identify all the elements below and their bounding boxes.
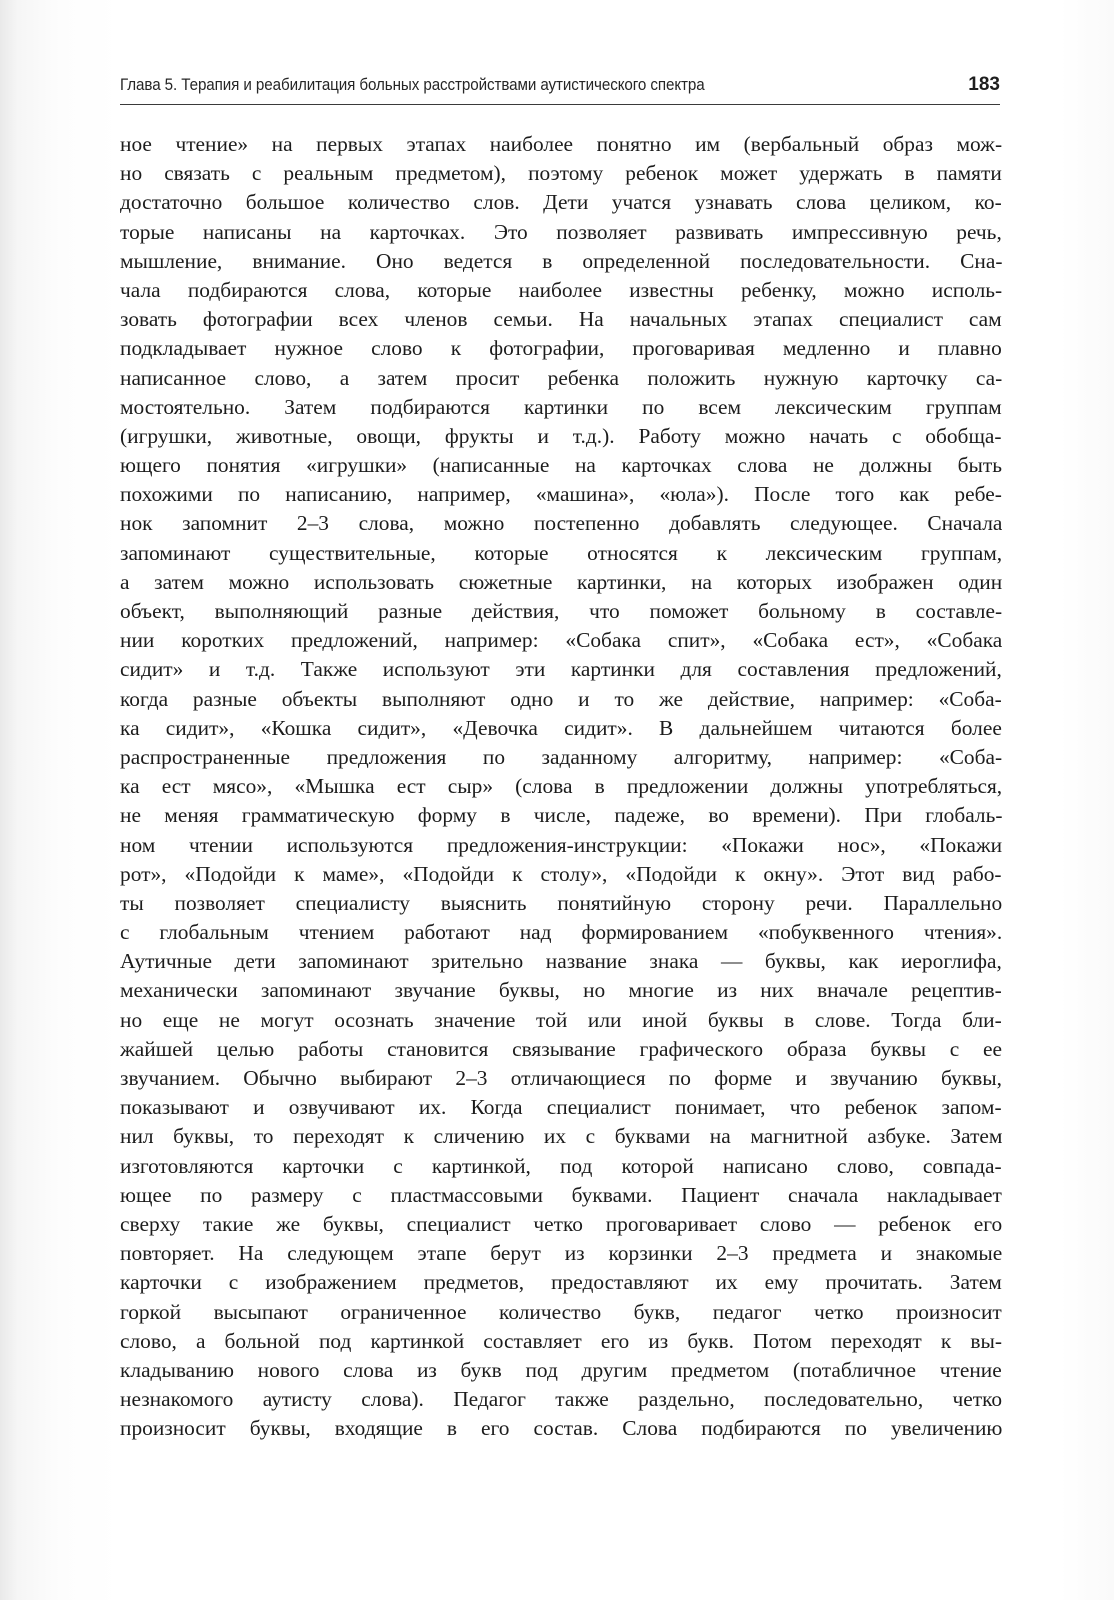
text-line: достаточно большое количество слов. Дети учатся узнавать слова целиком, ко- xyxy=(120,190,1002,215)
text-line: мостоятельно. Затем подбираются картинки по всем лексическим группам xyxy=(120,394,1002,419)
text-line: объект, выполняющий разные действия, что поможет больному в составле- xyxy=(120,599,1002,623)
text-line: подкладывает нужное слово к фотографии, проговаривая медленно и плавно xyxy=(120,336,1002,361)
text-line: сверху такие же буквы, специалист четко проговаривает слово — ребенок его xyxy=(120,1211,1002,1236)
body-paragraph xyxy=(120,130,1002,1443)
text-line: ка ест мясо», «Мышка ест сыр» (слова в предложении должны употребляться, xyxy=(120,774,1002,799)
text-line: жайшей целью работы становится связывание графического образа буквы с ее xyxy=(120,1036,1002,1061)
text-line: (игрушки, животные, овощи, фрукты и т.д.). Работу можно начать с обобща- xyxy=(120,423,1002,448)
text-line: нил буквы, то переходят к сличению их с буквами на магнитной азбуке. Затем xyxy=(120,1124,1002,1149)
text-line: написанное слово, а затем просит ребенка положить нужную карточку са- xyxy=(120,365,1002,390)
text-line: но связать с реальным предметом), поэтому ребенок может удержать в памяти xyxy=(120,161,1002,186)
text-line: незнакомого аутисту слова). Педагог также раздельно, последовательно, четко xyxy=(120,1387,1002,1412)
text-line: ты позволяет специалисту выяснить понятийную сторону речи. Параллельно xyxy=(120,890,1002,915)
text-line: ном чтении используются предложения-инструкции: «Покажи нос», «Покажи xyxy=(120,832,1002,857)
text-line: повторяет. На следующем этапе берут из корзинки 2–3 предмета и знакомые xyxy=(120,1241,1002,1266)
text-line: распространенные предложения по заданному алгоритму, например: «Соба- xyxy=(120,744,1002,769)
text-line: зовать фотографии всех членов семьи. На начальных этапах специалист сам xyxy=(120,307,1002,332)
running-header xyxy=(120,74,1000,105)
text-line: горкой высыпают ограниченное количество букв, педагог четко произносит xyxy=(120,1299,1002,1324)
text-line: нок запомнит 2–3 слова, можно постепенно добавлять следующее. Сначала xyxy=(120,511,1002,536)
text-line: сидит» и т.д. Также используют эти картинки для составления предложений, xyxy=(120,657,1002,682)
text-line: Аутичные дети запоминают зрительно название знака — буквы, как иероглифа, xyxy=(120,949,1002,974)
page-number: 183 xyxy=(968,74,1000,95)
text-line: запоминают существительные, которые относятся к лексическим группам, xyxy=(120,540,1002,565)
text-line: произносит буквы, входящие в его состав. Слова подбираются по увеличению xyxy=(120,1416,1002,1441)
text-line: механически запоминают звучание буквы, но многие из них вначале рецептив- xyxy=(120,978,1002,1003)
text-line: карточки с изображением предметов, предоставляют их ему прочитать. Затем xyxy=(120,1270,1002,1295)
text-line: похожими по написанию, например, «машина», «юла»). После того как ребе- xyxy=(120,482,1002,507)
text-line: ка сидит», «Кошка сидит», «Девочка сидит». В дальнейшем читаются более xyxy=(120,715,1002,740)
text-line: слово, а больной под картинкой составляет его из букв. Потом переходят к вы- xyxy=(120,1328,1002,1353)
text-line: когда разные объекты выполняют одно и то же действие, например: «Соба- xyxy=(120,686,1002,711)
text-line: изготовляются карточки с картинкой, под которой написано слово, совпада- xyxy=(120,1153,1002,1178)
text-line: показывают и озвучивают их. Когда специалист понимает, что ребенок запом- xyxy=(120,1095,1002,1120)
text-line: торые написаны на карточках. Это позволяет развивать импрессивную речь, xyxy=(120,219,1002,244)
chapter-title: Глава 5. Терапия и реабилитация больных расстройствами аутистического спектра xyxy=(120,76,705,94)
text-line: кладыванию нового слова из букв под другим предметом (потабличное чтение xyxy=(120,1357,1002,1382)
text-line: ющее по размеру с пластмассовыми буквами. Пациент сначала накладывает xyxy=(120,1182,1002,1207)
text-line: не меняя грамматическую форму в числе, падеже, во времени). При глобаль- xyxy=(120,803,1002,828)
text-line: ное чтение» на первых этапах наиболее понятно им (вербальный образ мож- xyxy=(120,132,1002,156)
text-line: мышление, внимание. Оно ведется в определенной последовательности. Сна- xyxy=(120,248,1002,273)
text-line: с глобальным чтением работают над формированием «побуквенного чтения». xyxy=(120,920,1002,945)
text-line: чала подбираются слова, которые наиболее известны ребенку, можно исполь- xyxy=(120,277,1002,302)
text-line: звучанием. Обычно выбирают 2–3 отличающиеся по форме и звучанию буквы, xyxy=(120,1066,1002,1090)
text-line: а затем можно использовать сюжетные картинки, на которых изображен один xyxy=(120,569,1002,594)
text-line: ющего понятия «игрушки» (написанные на карточках слова не должны быть xyxy=(120,453,1002,478)
text-line: но еще не могут осознать значение той или иной буквы в слове. Тогда бли- xyxy=(120,1007,1002,1032)
text-line: рот», «Подойди к маме», «Подойди к столу», «Подойди к окну». Этот вид рабо- xyxy=(120,861,1002,886)
text-line: нии коротких предложений, например: «Собака спит», «Собака ест», «Собака xyxy=(120,628,1002,653)
